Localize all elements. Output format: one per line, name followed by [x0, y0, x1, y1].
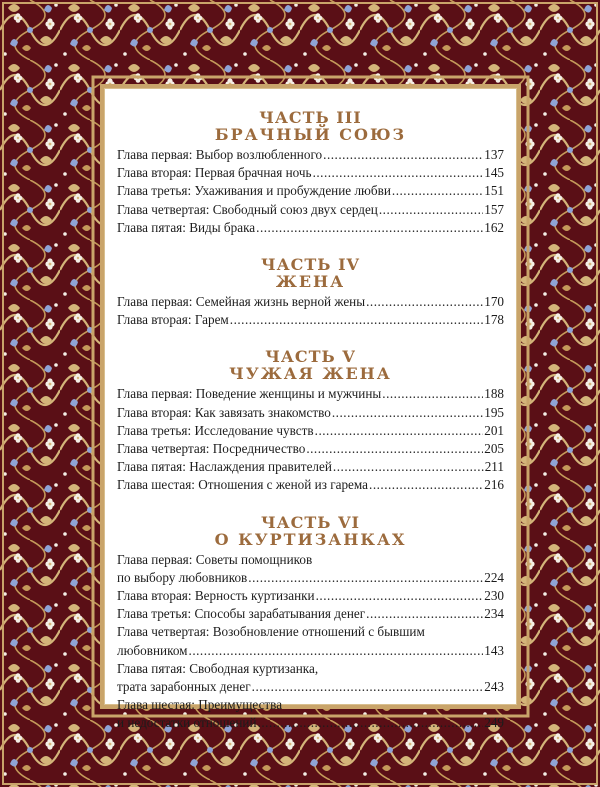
dot-leader — [313, 164, 484, 182]
toc-entry[interactable] — [117, 404, 504, 422]
toc-line — [117, 569, 504, 587]
toc-line — [117, 605, 504, 623]
page-number: 162 — [484, 219, 504, 235]
toc-entry[interactable] — [117, 660, 504, 696]
toc-line — [117, 551, 504, 569]
chapter-title: Глава шестая: Отношения с женой из гарема — [117, 477, 369, 493]
dot-leader — [379, 201, 483, 219]
chapter-title: любовником — [117, 642, 188, 658]
page-number: 249 — [484, 715, 504, 731]
part-section — [117, 109, 504, 237]
toc-line — [117, 660, 504, 678]
chapter-title: Глава вторая: Верность куртизанки — [117, 588, 315, 604]
chapter-title: Глава первая: Поведение женщины и мужчины — [117, 386, 382, 402]
toc-entry[interactable] — [117, 587, 504, 605]
toc-line — [117, 587, 504, 605]
toc-entry[interactable] — [117, 219, 504, 237]
part-title: ЧАСТЬ IV — [261, 255, 360, 275]
page-number: 243 — [484, 679, 504, 695]
part-subtitle: О КУРТИЗАНКАХ — [214, 529, 407, 549]
chapter-title: Глава четвертая: Посредничество — [117, 441, 306, 457]
part-title: ЧАСТЬ III — [259, 108, 362, 127]
part-section — [117, 514, 504, 733]
page-number: 224 — [484, 569, 504, 585]
toc-line — [117, 146, 504, 164]
toc-entry[interactable] — [117, 623, 504, 659]
part-subtitle: ЧУЖАЯ ЖЕНА — [229, 364, 392, 384]
toc-entry[interactable] — [117, 476, 504, 494]
toc-line — [117, 293, 504, 311]
toc-entry[interactable] — [117, 293, 504, 311]
dot-leader — [230, 311, 483, 329]
page-number: 143 — [484, 642, 504, 658]
dot-leader — [366, 605, 483, 623]
toc-line — [117, 623, 504, 641]
toc-line — [117, 182, 504, 200]
toc-line — [117, 458, 504, 476]
toc-entry[interactable] — [117, 385, 504, 403]
dot-leader — [248, 569, 483, 587]
toc-entry[interactable] — [117, 696, 504, 732]
content-frame — [100, 84, 521, 731]
dot-leader — [333, 458, 484, 476]
toc-line — [117, 164, 504, 182]
chapter-title: Глава пятая: Виды брака — [117, 219, 256, 235]
page-number: 170 — [484, 294, 504, 310]
part-subtitle: ЖЕНА — [275, 272, 346, 292]
dot-leader — [382, 385, 483, 403]
chapter-title: Глава шестая: Преимущества — [117, 697, 283, 713]
dot-leader — [316, 587, 484, 605]
dot-leader — [323, 146, 483, 164]
dot-leader — [366, 293, 483, 311]
dot-leader — [256, 219, 483, 237]
toc-line — [117, 678, 504, 696]
page-number: 157 — [484, 201, 504, 217]
toc-line — [117, 696, 504, 714]
toc-entry[interactable] — [117, 164, 504, 182]
page-number: 195 — [484, 404, 504, 420]
toc-entry[interactable] — [117, 146, 504, 164]
page-number: 216 — [484, 477, 504, 493]
dot-leader — [306, 440, 483, 458]
page-number: 137 — [484, 147, 504, 162]
chapter-title: Глава пятая: Свободная куртизанка, — [117, 660, 319, 676]
chapter-title: Глава первая: Советы помощников — [117, 551, 313, 567]
page-number: 201 — [484, 422, 504, 438]
dot-leader — [332, 404, 483, 422]
page-number: 211 — [484, 459, 504, 475]
chapter-title: Глава первая: Семейная жизнь верной жены — [117, 294, 366, 310]
dot-leader — [315, 422, 484, 440]
toc-entry[interactable] — [117, 458, 504, 476]
chapter-title: Глава вторая: Как завязать знакомство — [117, 404, 331, 420]
toc-entry[interactable] — [117, 440, 504, 458]
chapter-title: и недостатки отношений — [117, 715, 257, 731]
toc-line — [117, 385, 504, 403]
toc-entry[interactable] — [117, 182, 504, 200]
toc-line — [117, 440, 504, 458]
page-number: 230 — [484, 588, 504, 604]
dot-leader — [369, 476, 483, 494]
part-section — [117, 348, 504, 494]
page-number: 178 — [484, 312, 504, 328]
page-number: 188 — [484, 386, 504, 402]
part-title: ЧАСТЬ V — [265, 347, 356, 367]
chapter-title: Глава четвертая: Возобновление отношений с бывшим — [117, 624, 425, 640]
chapter-title: по выбору любовников — [117, 569, 248, 585]
table-of-contents — [104, 88, 517, 731]
chapter-title: трата зарабонных денег — [117, 679, 251, 695]
dot-leader — [189, 642, 484, 660]
chapter-title: Глава третья: Исследование чувств — [117, 422, 314, 438]
chapter-title: Глава вторая: Гарем — [117, 312, 229, 328]
toc-entry[interactable] — [117, 311, 504, 329]
part-subtitle: БРАЧНЫЙ СОЮЗ — [214, 125, 407, 144]
toc-line — [117, 404, 504, 422]
page-number: 234 — [484, 606, 504, 622]
toc-entry[interactable] — [117, 422, 504, 440]
chapter-title: Глава первая: Выбор возлюбленного — [117, 147, 323, 162]
chapter-title: Глава третья: Ухаживания и пробуждение любви — [117, 183, 391, 199]
toc-entry[interactable] — [117, 551, 504, 587]
page-number: 145 — [484, 165, 504, 181]
part-section — [117, 256, 504, 329]
dot-leader — [252, 678, 484, 696]
chapter-title: Глава пятая: Наслаждения правителей — [117, 459, 332, 475]
toc-line — [117, 714, 504, 732]
page-number: 151 — [484, 183, 504, 199]
dot-leader — [258, 714, 484, 732]
toc-line — [117, 422, 504, 440]
toc-line — [117, 219, 504, 237]
toc-entry[interactable] — [117, 605, 504, 623]
toc-line — [117, 201, 504, 219]
toc-line — [117, 476, 504, 494]
part-title: ЧАСТЬ VI — [261, 512, 360, 532]
chapter-title: Глава вторая: Первая брачная ночь — [117, 165, 312, 181]
chapter-title: Глава третья: Способы зарабатывания денег — [117, 606, 366, 622]
toc-line — [117, 311, 504, 329]
toc-entry[interactable] — [117, 201, 504, 219]
chapter-title: Глава четвертая: Свободный союз двух сердец — [117, 201, 378, 217]
toc-line — [117, 642, 504, 660]
page-number: 205 — [484, 441, 504, 457]
dot-leader — [392, 182, 483, 200]
